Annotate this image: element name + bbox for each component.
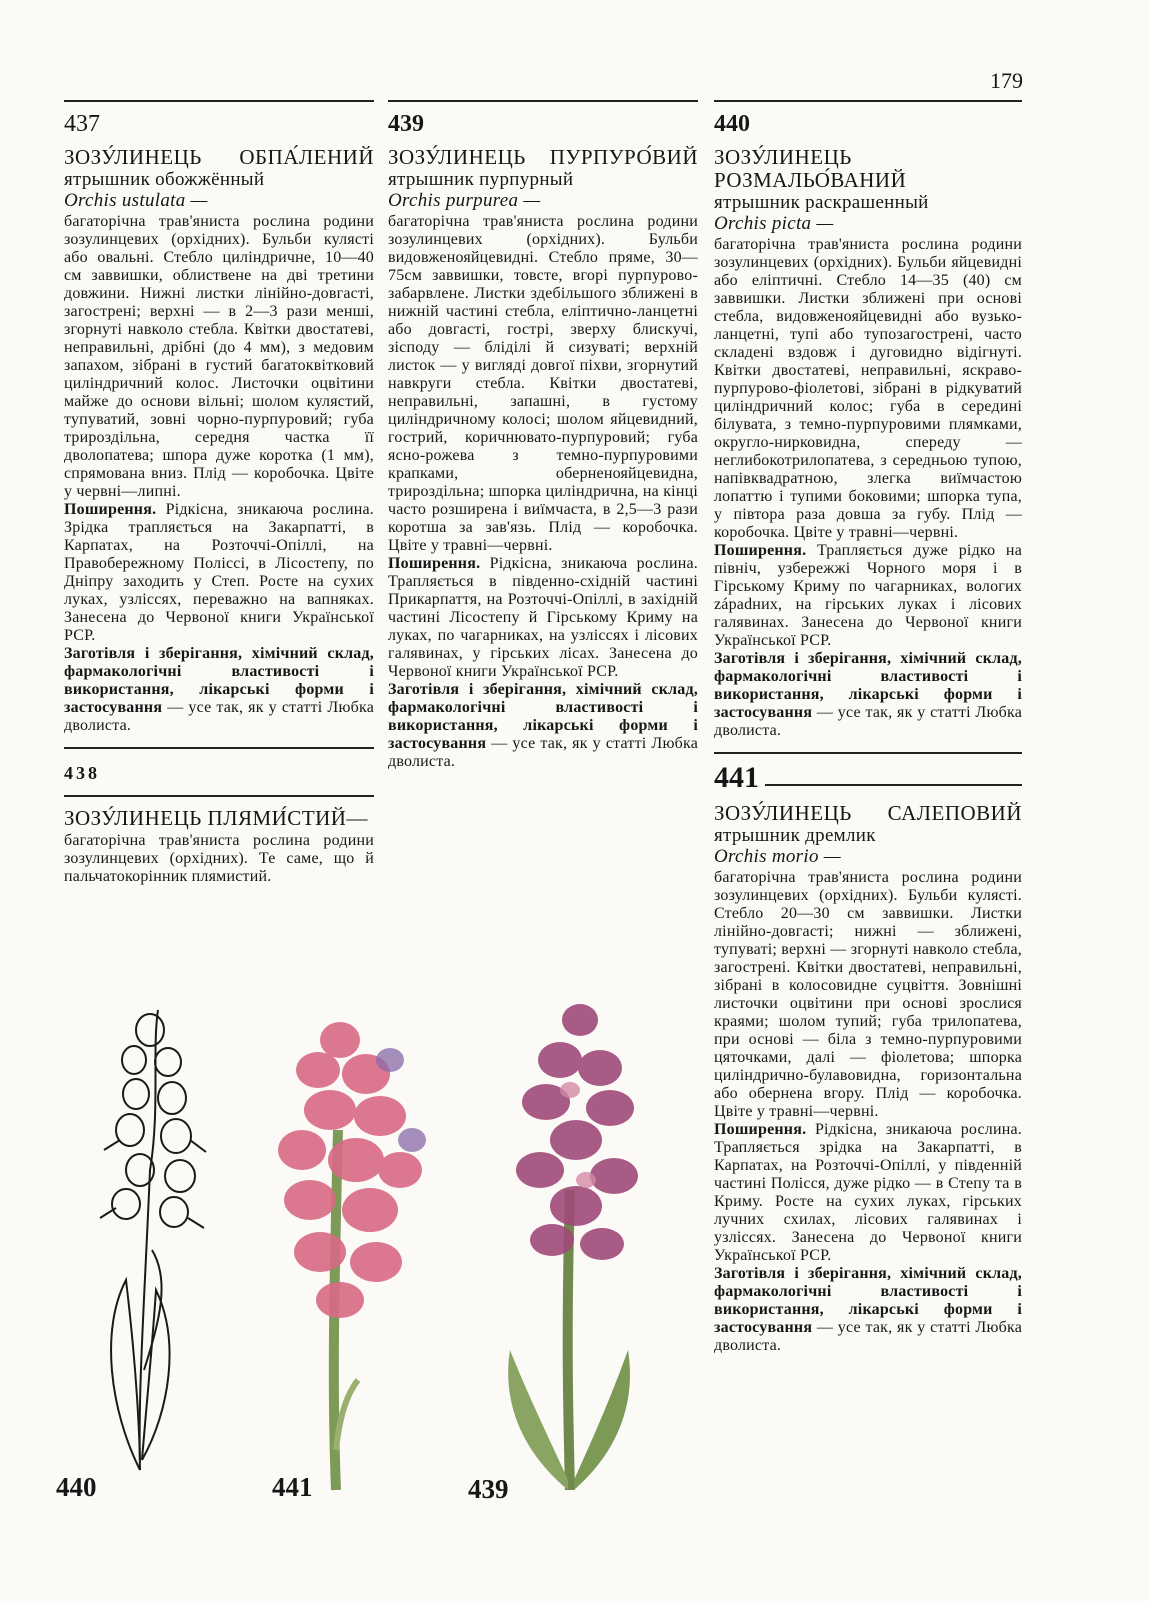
figure-label-439: 439 bbox=[468, 1474, 509, 1504]
entry-rule bbox=[64, 747, 374, 749]
entry-description: багаторічна трав'яниста рослина родини зозулинцевих (орхідних). Бульби видовженояйцевидні. Стебло пряме, 30—75см заввишки, товсте, вгорі пурпурово-забарвлене. Листки здебільшого зближені в нижній частині стебла, еліптично-ланцетні або довгасті, гострі, зверху блискучі, зісподу — бліділі й сизуваті; верхній листок — у вигляді довгої піхви, згорнутий навкруги стебла. Квітки двостатеві, неправильні, запашні, в густому циліндричному колосі; шолом яйцевидний, гострий, коричнювато-пурпуровий; губа ясно-рожева з темно-пурпуровими крапками, оберненояйцевидна, трироздільна; шпорка циліндрична, на кінці часто розширена і виїмчаста, в 2,5—3 рази коротша за зав'язь. Плід — коробочка. Цвіте у травні—червні. bbox=[388, 213, 698, 554]
distribution-text: Рідкісна, зникаюча рослина. Трапляється зрідка на Закарпатті, в Карпатах, на Розточчі-Опіллі, у південній частині Полісся, дуже рідко — в Степу та в Криму. Росте на сухих луках, гірських лучних схилах, лісових галявинах і узліссях. Занесена до Червоної книги Української РСР. bbox=[714, 1121, 1023, 1264]
usage-bold: Заготівля і зберігання, хімічний склад, фармакологічні властивості і використання, лікарські форми і застосування bbox=[388, 681, 698, 752]
entry-rule bbox=[64, 100, 374, 102]
russian-name: ятрышник дремлик bbox=[714, 825, 876, 846]
usage-bold: Заготівля і зберігання, хімічний склад, фармакологічні властивості і використання, лікарські форми і застосування bbox=[714, 1265, 1022, 1336]
distribution-paragraph bbox=[714, 1121, 1022, 1265]
entry-437 bbox=[64, 146, 374, 735]
usage-paragraph bbox=[388, 681, 698, 771]
usage-bold: Заготівля і зберігання, хімічний склад, фармакологічні властивості і використання, лікарські форми і застосування bbox=[714, 650, 1022, 721]
entry-rule bbox=[64, 795, 374, 797]
orchid-439-purple-flower bbox=[508, 1004, 638, 1490]
entry-438 bbox=[64, 807, 374, 886]
latin-name: Orchis ustulata — bbox=[64, 190, 208, 211]
entry-number-438: 438 bbox=[64, 763, 100, 783]
figure-label-440: 440 bbox=[56, 1472, 97, 1502]
usage-tail: — усе так, як у статті Любка дволиста. bbox=[714, 1319, 1022, 1354]
entry-number-line bbox=[714, 761, 1022, 794]
distribution-text: Трапляється дуже рідко на північ, узбережжі Чорного моря і в Гірському Криму по чагарниках, вологих západних, на гірських луках і лісових галявинах. Занесена до Червоної книги Української РСР. bbox=[714, 542, 1022, 649]
distribution-label: Поширення. bbox=[714, 1121, 807, 1138]
usage-paragraph bbox=[64, 645, 374, 735]
entry-number-439: 439 bbox=[388, 111, 424, 137]
russian-name: ятрышник пурпурный bbox=[388, 169, 574, 190]
figure-label-441: 441 bbox=[272, 1472, 313, 1502]
russian-name: ятрышник раскрашенный bbox=[714, 192, 929, 213]
orchid-drawing bbox=[40, 990, 690, 1530]
usage-paragraph bbox=[714, 1265, 1022, 1355]
entry-description: багаторічна трав'яниста рослина родини зозулинцевих (орхідних). Те саме, що й пальчатокорінник плямистий. bbox=[64, 832, 374, 885]
distribution-paragraph bbox=[388, 555, 698, 681]
entry-rule bbox=[714, 752, 1022, 754]
entry-description: багаторічна трав'яниста рослина родини зозулинцевих (орхідних). Бульби кулясті або овальні. Стебло циліндричне, 10—40 см заввишки, облиствене на дві третини довжини. Нижні листки лінійно-довгасті, загострені; верхні — в 2—3 рази менші, згорнуті навколо стебла. Квітки двостатеві, неправильні, дрібні (до 4 мм), з медовим запахом, зібрані в густий багатоквітковий циліндричний колос. Листочки оцвітини майже до основи вільні; шолом кулястий, тупуватий, зовні чорно-пурпуровий; губа трироздільна, середня частка її дволопатева; шпора дуже коротка (1 мм), спрямована вниз. Плід — коробочка. Цвіте у червні—липні. bbox=[64, 213, 374, 500]
orchid-440-line-drawing bbox=[100, 1010, 206, 1470]
distribution-text: Рідкісна, зникаюча рослина. Трапляється в південно-східній частині Прикарпаття, на Розточчі-Опіллі, в західній частині Лісостепу й Гірському Криму на луках, по чагарниках, на узліссях і лісових галявинах, у гірських лісах. Занесена до Червоної книги Української РСР. bbox=[388, 555, 698, 680]
entry-title: ЗОЗУ́ЛИНЕЦЬ САЛЕПОВИЙ bbox=[714, 801, 1022, 825]
entry-title: ЗОЗУ́ЛИНЕЦЬ ПЛЯМИ́СТИЙ— bbox=[64, 806, 368, 830]
orchid-441-pink-flower bbox=[278, 1022, 426, 1490]
distribution-label: Поширення. bbox=[64, 501, 157, 518]
distribution-text: Рідкісна, зникаюча рослина. Зрідка трапляється на Закарпатті, в Карпатах, на Розточчі-Опіллі, на Правобережному Поліссі, в Лісостепу, по Дніпру заходить у Степ. Росте на сухих луках, узліссях, переважно на вапняках. Занесена до Червоної книги Української РСР. bbox=[64, 501, 374, 644]
page-number: 179 bbox=[990, 68, 1023, 93]
entry-title-line2: РОЗМАЛЬО́ВАНИЙ bbox=[714, 168, 907, 192]
entry-title-line1: ЗОЗУ́ЛИНЕЦЬ bbox=[714, 145, 852, 169]
column-middle bbox=[388, 100, 698, 781]
russian-name: ятрышник обожжённый bbox=[64, 169, 265, 190]
usage-tail: — усе так, як у статті Любка дволиста. bbox=[714, 704, 1022, 739]
orchid-illustrations bbox=[40, 990, 690, 1530]
latin-name: Orchis morio — bbox=[714, 846, 842, 867]
usage-paragraph bbox=[714, 650, 1022, 740]
entry-number-441: 441 bbox=[714, 761, 759, 794]
entry-441 bbox=[714, 802, 1022, 1355]
entry-description: багаторічна трав'яниста рослина родини зозулинцевих (орхідних). Бульби яйцевидні або еліптичні. Стебло 14—35 (40) см заввишки. Листки зближені при основі стебла, видовженояйцевидні або вузько-ланцетні, тупі або тупозагострені, часто складені вздовж і дуговидно відігнуті. Квітки двостатеві, неправильні, яскраво-пурпурово-фіолетові, зібрані в рідкуватий циліндричний колос; губа в середині білувата, з темно-пурпуровими плямками, округло-нирковидна, спереду — неглибокотрилопатева, з середньою тупою, напівквадратною, злегка виїмчастою лопаттю і тупими боковими; шпорка тупа, у півтора раза довша за губу. Плід — коробочка. Цвіте у травні—червні. bbox=[714, 236, 1022, 541]
entry-rule bbox=[765, 784, 1022, 786]
usage-tail: — усе так, як у статті Любка дволиста. bbox=[388, 735, 699, 770]
distribution-label: Поширення. bbox=[388, 555, 481, 572]
entry-rule bbox=[388, 100, 698, 102]
entry-number-437: 437 bbox=[64, 111, 100, 137]
usage-tail: — усе так, як у статті Любка дволиста. bbox=[64, 699, 375, 734]
column-left bbox=[64, 100, 374, 896]
column-right bbox=[714, 100, 1022, 1365]
distribution-paragraph bbox=[64, 501, 374, 645]
distribution-label: Поширення. bbox=[714, 542, 807, 559]
distribution-paragraph bbox=[714, 542, 1022, 650]
entry-description: багаторічна трав'яниста рослина родини зозулинцевих (орхідних). Бульби кулясті. Стебло 20—30 см заввишки. Листки лінійно-довгасті; нижні — зближені, тупуваті; верхні — згорнуті навколо стебла, загострені. Квітки двостатеві, неправильні, зібрані в колосовидне суцвіття. Зовнішні листочки оцвітини при основі зрослися краями; шолом тупий; губа трилопатева, при основі — біла з темно-пурпуровими цяточками, далі — фіолетова; шпорка циліндрично-булавовидна, горизонтальна або обернена вгору. Плід — коробочка. Цвіте у травні—червні. bbox=[714, 869, 1022, 1120]
entry-title: ЗОЗУ́ЛИНЕЦЬ ПУРПУРО́ВИЙ bbox=[388, 145, 698, 169]
latin-name: Orchis picta — bbox=[714, 213, 834, 234]
usage-bold: Заготівля і зберігання, хімічний склад, фармакологічні властивості і використання, лікарські форми і застосування bbox=[64, 645, 374, 716]
entry-rule bbox=[714, 100, 1022, 102]
latin-name: Orchis purpurea — bbox=[388, 190, 541, 211]
entry-title: ЗОЗУ́ЛИНЕЦЬ ОБПА́ЛЕНИЙ bbox=[64, 145, 374, 169]
entry-439 bbox=[388, 146, 698, 771]
entry-440 bbox=[714, 146, 1022, 740]
entry-number-440: 440 bbox=[714, 111, 750, 137]
